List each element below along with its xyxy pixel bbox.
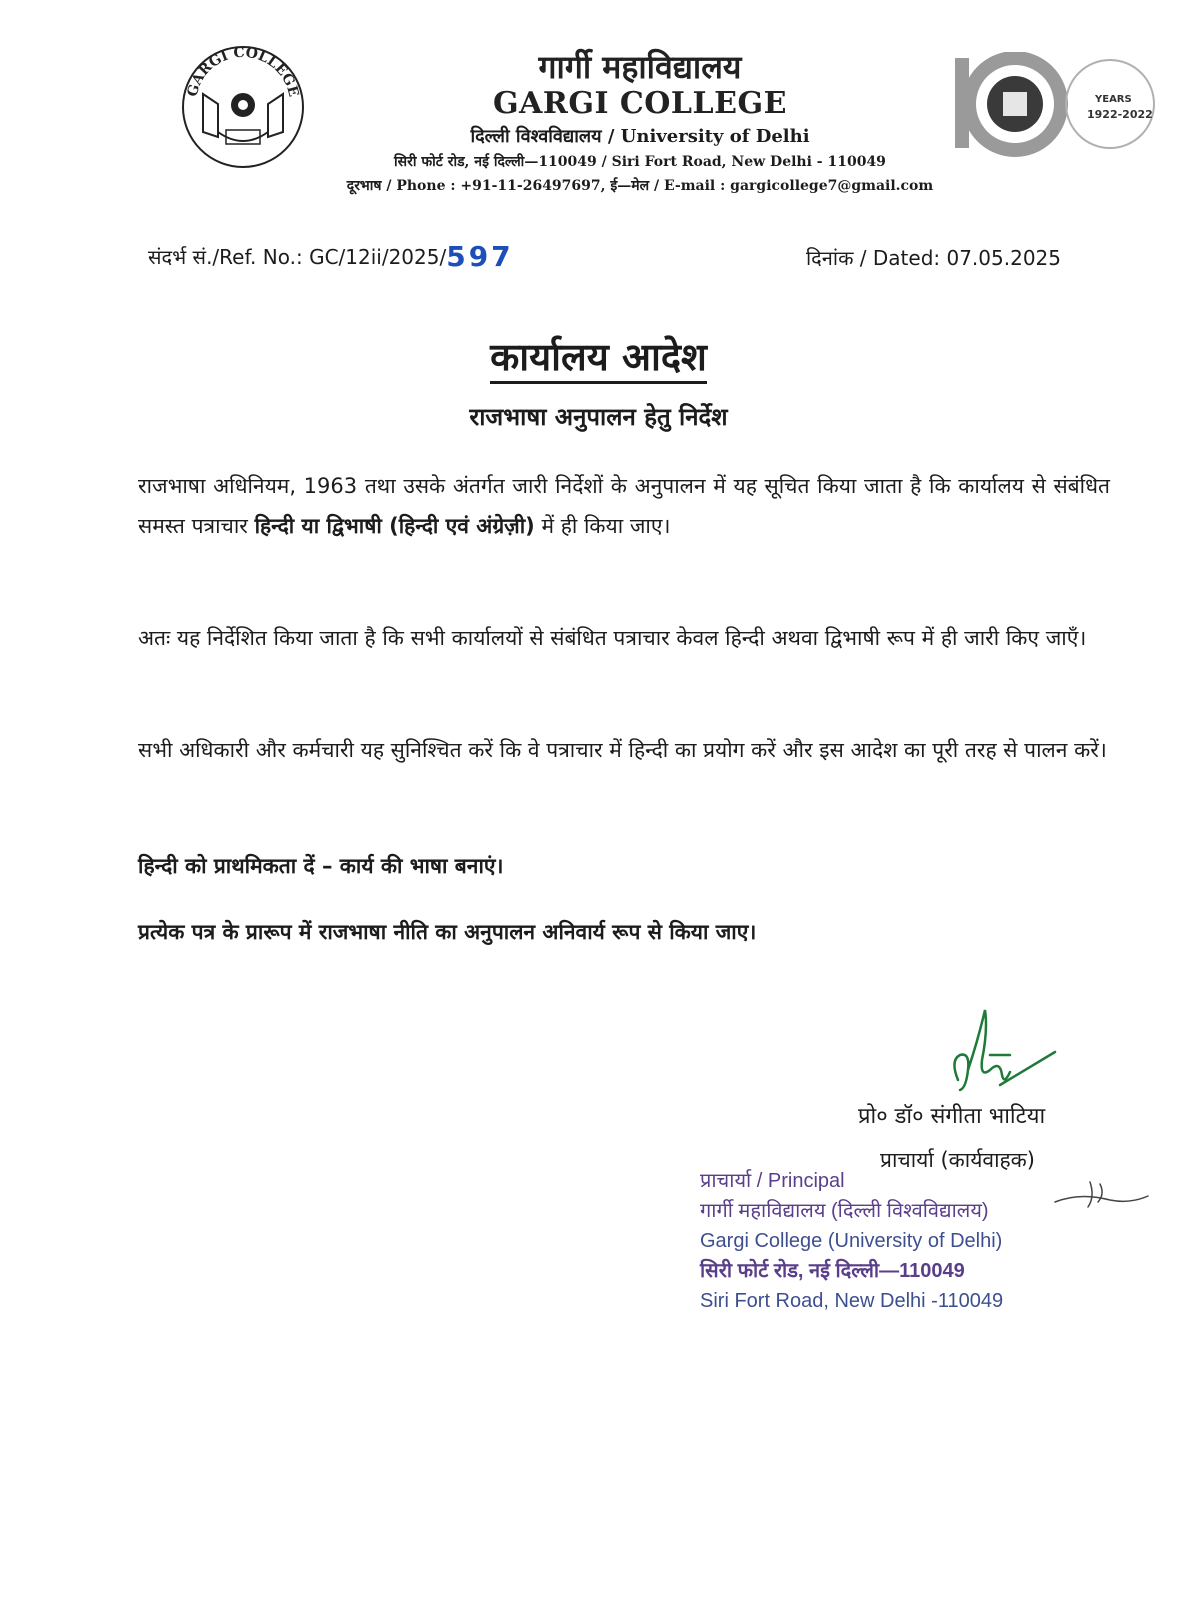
reference-handwritten-number: 597 xyxy=(446,240,514,273)
reference-label: संदर्भ सं./Ref. No.: GC/12ii/2025/ xyxy=(148,245,447,269)
letterhead xyxy=(330,48,950,198)
paragraph-4: हिन्दी को प्राथमिकता दें – कार्य की भाषा बनाएं। xyxy=(138,854,504,878)
svg-text:GARGI COLLEGE xyxy=(185,45,302,99)
contact-line: दूरभाष / Phone : +91-11-26497697, ई—मेल / E-mail : gargicollege7@gmail.com xyxy=(346,178,934,194)
stamp-line-college-hindi: गार्गी महाविद्यालय (दिल्ली विश्वविद्यालय) xyxy=(700,1200,989,1222)
document-date: दिनांक / Dated: 07.05.2025 xyxy=(806,246,1061,270)
paragraph-1-end: में ही किया जाए। xyxy=(534,514,671,538)
signatory-role: प्राचार्या (कार्यवाहक) xyxy=(880,1148,1035,1172)
stamp-line-principal: प्राचार्या / Principal xyxy=(700,1170,845,1192)
address-line: सिरी फोर्ट रोड, नई दिल्ली—110049 / Siri Fort Road, New Delhi - 110049 xyxy=(394,154,886,170)
paragraph-2: अतः यह निर्देशित किया जाता है कि सभी कार्यालयों से संबंधित पत्राचार केवल हिन्दी अथवा द्विभाषी रूप में ही जारी किए जाएँ। xyxy=(138,626,1087,650)
college-name-english: GARGI COLLEGE xyxy=(493,86,787,121)
paragraph-1-bold: हिन्दी या द्विभाषी (हिन्दी एवं अंग्रेज़ी) xyxy=(254,514,535,538)
paragraph-1 xyxy=(138,466,1110,546)
logo-years-span: 1922-2022 xyxy=(1087,108,1153,121)
initials-scribble-icon xyxy=(1050,1172,1150,1222)
logo-years-label: YEARS xyxy=(1095,94,1132,105)
reference-number xyxy=(148,240,514,273)
stamp-line-address-hindi: सिरी फोर्ट रोड, नई दिल्ली—110049 xyxy=(700,1260,965,1282)
seal-text: GARGI COLLEGE xyxy=(184,44,302,99)
official-stamp xyxy=(700,1166,1003,1316)
order-title-text: कार्यालय आदेश xyxy=(490,335,707,384)
stamp-line-college-english: Gargi College (University of Delhi) xyxy=(700,1230,1003,1252)
signature-icon xyxy=(930,1000,1070,1110)
paragraph-1-start: राजभाषा अधिनियम, 1963 तथा उसके अंतर्गत जारी निर्देशों के अनुपालन में यह सूचित किया जाता है कि कार्यालय से संबंधित समस्त पत्राचार xyxy=(138,474,1110,538)
order-subtitle: राजभाषा अनुपालन हेतु निर्देश xyxy=(469,403,728,431)
paragraph-3: सभी अधिकारी और कर्मचारी यह सुनिश्चित करें कि वे पत्राचार में हिन्दी का प्रयोग करें और इस आदेश का पूरी तरह से पालन करें। xyxy=(138,738,1107,762)
stamp-line-address-english: Siri Fort Road, New Delhi -110049 xyxy=(700,1290,1004,1312)
college-name-hindi: गार्गी महाविद्यालय xyxy=(538,48,742,86)
paragraph-5: प्रत्येक पत्र के प्रारूप में राजभाषा नीति का अनुपालन अनिवार्य रूप से किया जाए। xyxy=(138,920,757,944)
centenary-logo-icon xyxy=(955,52,1155,162)
university-line: दिल्ली विश्वविद्यालय / University of Delhi xyxy=(470,126,810,147)
gargi-college-seal-icon xyxy=(178,42,308,172)
order-title xyxy=(0,330,1197,382)
signatory-name: प्रो० डॉ० संगीता भाटिया xyxy=(858,1104,1046,1129)
